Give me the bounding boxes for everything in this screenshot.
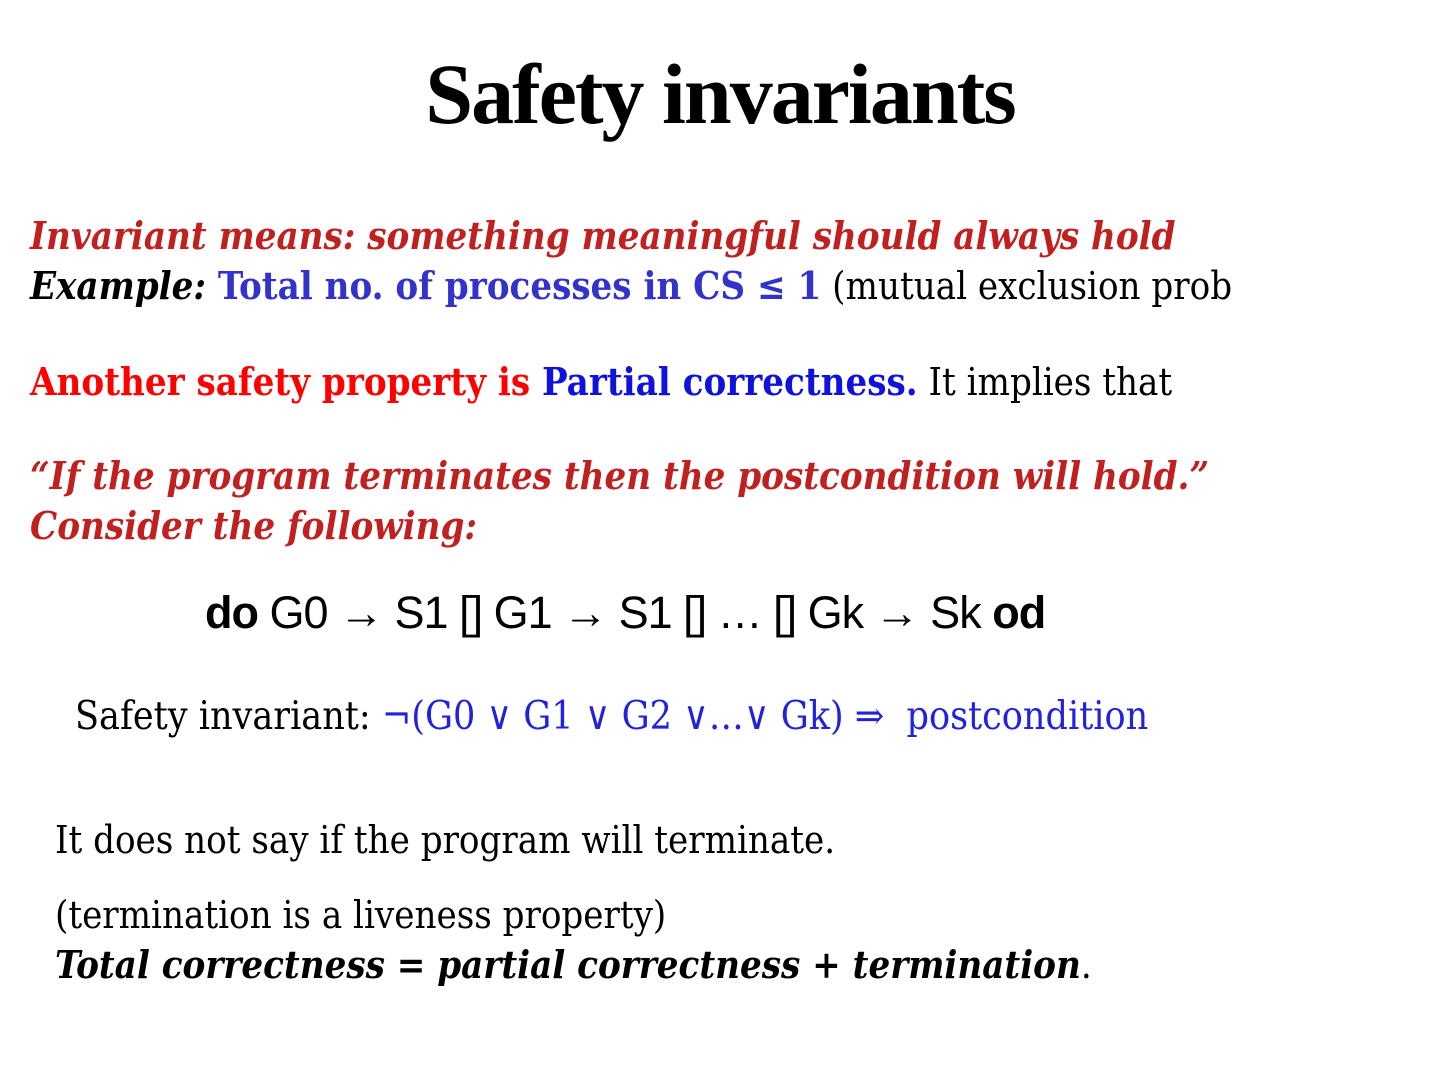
example-label: Example: — [30, 263, 218, 308]
example-highlight: Total no. of processes in CS ≤ 1 — [217, 263, 822, 308]
safety-invariant-label: Safety invariant: — [75, 694, 382, 739]
quote-line-1: “If the program terminates then the postcondition will hold.” — [30, 453, 1210, 498]
example-tail: (mutual exclusion prob — [821, 264, 1233, 308]
safety-invariant-formula: ¬(G0 ∨ G1 ∨ G2 ∨…∨ Gk) ⇒ postcondition — [381, 694, 1149, 739]
quote-line-2: Consider the following: — [30, 503, 478, 548]
total-correctness-period: . — [1080, 943, 1092, 987]
invariant-statement: Invariant means: something meaningful should always hold — [30, 213, 1176, 258]
slide-title: Safety invariants — [425, 46, 1015, 142]
total-correctness-line — [55, 940, 1092, 990]
program-body: G0 → S1 [] G1 → S1 [] … [] Gk → Sk — [257, 587, 993, 638]
liveness-line: (termination is a liveness property) — [55, 893, 667, 937]
another-safety-paragraph — [30, 357, 1172, 407]
partial-correctness-highlight: Partial correctness. — [541, 359, 918, 404]
another-safety-tail: It implies that — [917, 360, 1173, 404]
total-correctness-statement: Total correctness = partial correctness + termination — [55, 942, 1081, 987]
another-safety-red: Another safety property is — [30, 359, 542, 404]
do-keyword: do — [205, 587, 258, 638]
safety-invariant-line — [75, 692, 1148, 741]
quote-paragraph — [30, 451, 1209, 551]
invariant-paragraph — [30, 211, 1232, 311]
guarded-command-program — [205, 588, 1045, 637]
od-keyword: od — [992, 587, 1046, 638]
terminate-line: It does not say if the program will terminate. — [55, 818, 836, 862]
